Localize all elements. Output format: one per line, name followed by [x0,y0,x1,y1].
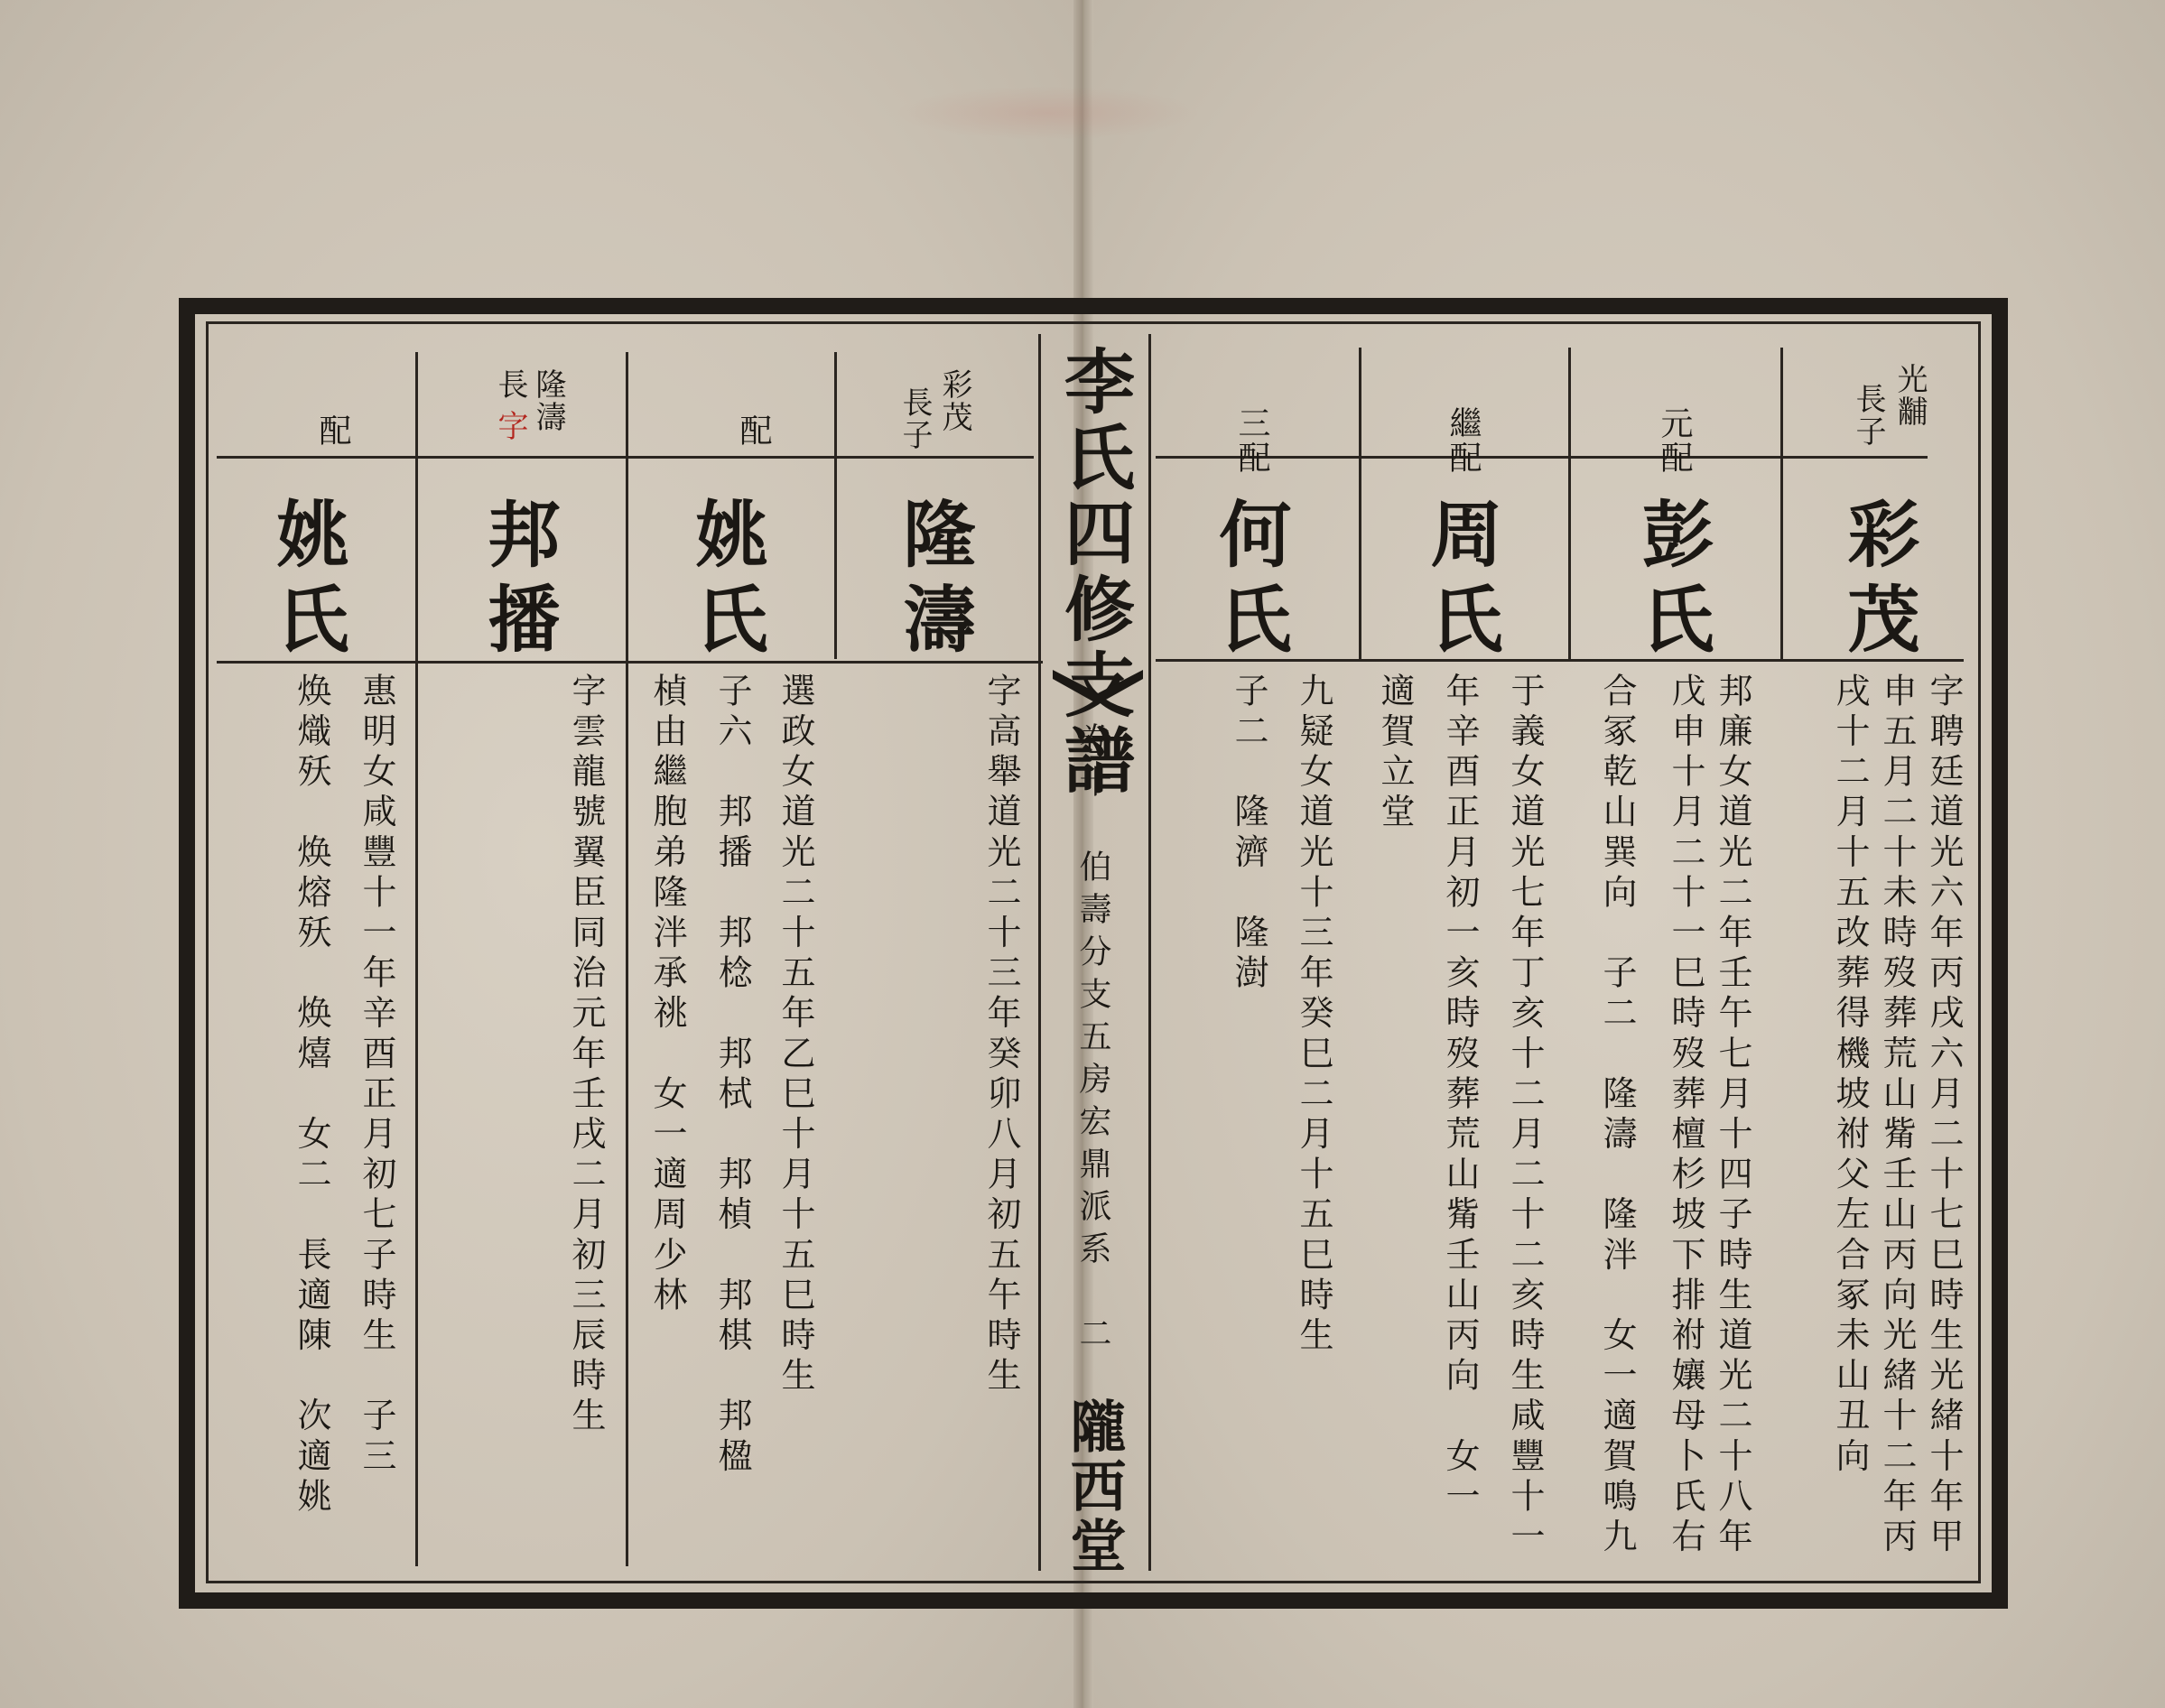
r2-header: 元配 [1656,406,1693,475]
r2-bio-1: 邦廉女道光二年壬午七月十四子時生道光二十八年 [1713,673,1752,1559]
c1-header-b: 彩茂 [936,368,972,433]
c2-bio-3: 楨由繼胞弟隆泮承祧 女一適周少林 [647,673,687,1317]
faded-seal-mark [894,86,1201,140]
c2-bio-2: 子六 邦播 邦棯 邦栻 邦楨 邦棋 邦楹 [712,673,752,1478]
c2-bio-1: 選政女道光二十五年乙巳十月十五巳時生 [776,673,815,1397]
r4-name: 何氏 [1207,497,1292,666]
c1-header-a: 長子 [897,386,933,451]
r1-bio-1: 字聘廷道光六年丙戌六月二十七巳時生光緒十年甲 [1924,673,1964,1559]
c2-name: 姚氏 [683,497,768,666]
left-divider-2 [626,352,628,1566]
r2-bio-3: 合冢乾山巽向 子二 隆濤 隆泮 女一適賀鳴九 [1597,673,1637,1559]
c4-bio-2: 焕熾殀 焕熔殀 焕熺 女二 長適陳 次適姚 [292,673,331,1518]
c1-name: 隆濤 [891,497,976,666]
c3-header-a: 長 [492,368,528,401]
volume-line: 卷十 伯壽分支五房宏鼎派系 二 [1074,722,1111,1359]
r1-bio-3: 戌十二月十五改葬得機坡祔父左合冢未山丑向 [1830,673,1870,1478]
r3-name: 周氏 [1418,497,1503,666]
r1-header-b: 光黼 [1891,363,1928,428]
book-title: 李氏四修支譜 [1053,345,1135,800]
left-divider-1 [834,352,837,659]
right-divider-1 [1359,348,1361,659]
r2-bio-2: 戊申十月二十一巳時歿葬檀杉坡下排祔孃母卜氏右 [1666,673,1705,1559]
fish-tail-mark-icon [1051,666,1145,708]
c1-bio-1: 字高舉道光二十三年癸卯八月初五午時生 [981,673,1021,1397]
r4-bio-1: 九疑女道光十三年癸巳二月十五巳時生 [1294,673,1333,1358]
c3-name: 邦播 [476,497,561,666]
c3-header-b: 隆濤 [530,368,566,433]
c2-header: 配 [735,413,772,448]
center-border-left [1038,334,1041,1571]
r1-name: 彩茂 [1835,497,1920,666]
r1-bio-2: 申五月二十未時歿葬荒山觜壬山丙向光緒十二年丙 [1877,673,1917,1559]
r3-bio-3: 適賀立堂 [1375,673,1415,834]
left-divider-3 [415,352,418,1566]
c4-bio-1: 惠明女咸豐十一年辛酉正月初七子時生 子三 [357,673,396,1478]
right-divider-2 [1568,348,1571,659]
r1-header-a: 長子 [1850,383,1886,448]
r3-bio-1: 于義女道光七年丁亥十二月二十二亥時生咸豐十一 [1505,673,1545,1559]
header-rule-right [1156,456,1928,459]
c3-header-red-seal: 字 [492,410,528,442]
center-border-right [1148,334,1151,1571]
right-divider-3 [1780,348,1783,659]
c3-bio-1: 字雲龍號翼臣同治元年壬戌二月初三辰時生 [566,673,606,1438]
r3-header: 繼配 [1445,406,1482,475]
r4-header: 三配 [1233,406,1270,475]
c4-name: 姚氏 [265,497,349,666]
r2-name: 彭氏 [1630,497,1714,666]
c4-header: 配 [314,413,351,448]
hall-name: 隴西堂 [1061,1397,1127,1576]
r4-bio-2: 子二 隆濟 隆澍 [1229,673,1268,995]
r3-bio-2: 年辛酉正月初一亥時歿葬荒山觜壬山丙向 女一 [1440,673,1480,1518]
